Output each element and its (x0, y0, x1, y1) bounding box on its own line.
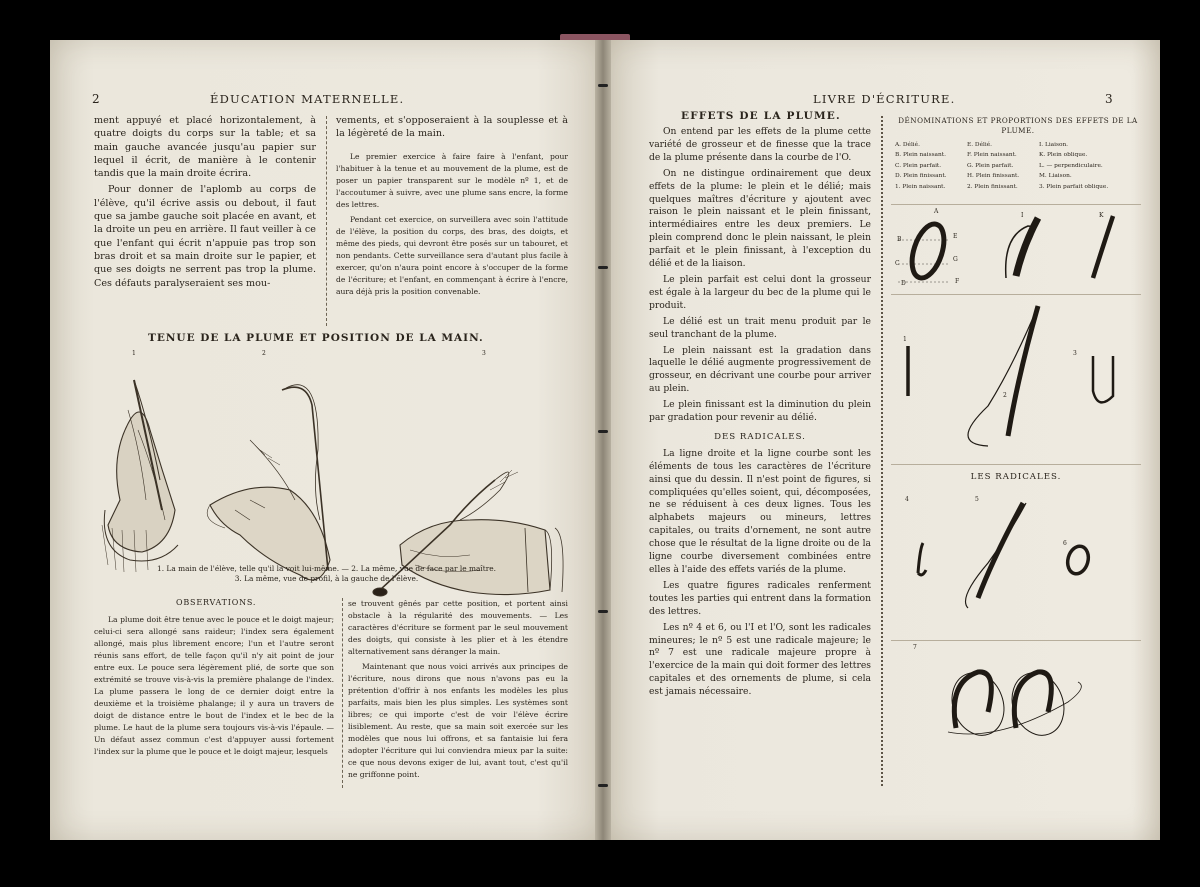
plate-label: 2 (1003, 392, 1007, 399)
binding-stitch (598, 784, 608, 787)
plate-label: C (895, 260, 900, 267)
radicales-paragraph: Les quatre figures radicales renferment toutes les parties qui entrent dans la formation des lettres. (649, 579, 871, 617)
book-spine (595, 40, 611, 840)
figure-number: 3 (482, 350, 486, 357)
table-row (895, 140, 1111, 150)
binding-stitch (598, 266, 608, 269)
effets-plate (888, 206, 1148, 296)
figure-number: 2 (262, 350, 266, 357)
plate-rule (891, 640, 1141, 641)
table-cell: E. Délié. (967, 142, 992, 148)
plate-label: 5 (975, 496, 979, 503)
table-cell: 3. Plein parfait oblique. (1039, 183, 1109, 190)
plate-label: 4 (905, 496, 909, 503)
plate-label: A (934, 208, 939, 215)
radicales-paragraph: La ligne droite et la ligne courbe sont les éléments de tous les caractères de l'écriture ainsi que du dessin. Il n'est point de figures, si compliquées qu'elles soient, qui, décomposées, ne se réduisent à ces deux lignes. Tous les alphabets majeurs ou mineurs, lettres capitales, ou traits d'ornement, ne sont autre chose que le résultat de la ligne droite ou de la ligne courbe diversement combinées entre elles à l'aide des effets variés de la plume. (649, 447, 871, 575)
radicales-figures-row (888, 296, 1148, 466)
left-page-number: 2 (92, 92, 100, 106)
table-cell: C. Plein parfait. (895, 162, 942, 169)
intro-paragraph: Pendant cet exercice, on surveillera avec soin l'attitude de l'élève, la position du corps, des bras, des doigts, et même des pieds, qui devront être posés sur un tabouret, et non pendants. Cette surveillance sera d'autant plus facile à exercer, qu'on n'aura point encore à s'occuper de la forme de l'écriture; et l'enfant, en commençant à écrire à l'encre, aura déjà pris la position convenable. (336, 214, 568, 296)
column-divider (326, 116, 327, 326)
observations-column-1 (94, 614, 334, 761)
figure-number: 1 (132, 350, 136, 357)
table-cell: L. — perpendiculaire. (1039, 162, 1103, 169)
plate-rule (891, 204, 1141, 205)
long-s-stroke (1008, 306, 1038, 436)
table-row (895, 182, 1111, 192)
radicale-5-plein (978, 503, 1023, 598)
plate-label: I (1021, 212, 1024, 219)
intro-paragraph: Le premier exercice à faire faire à l'enfant, pour l'habituer à la tenue et au mouvement de la plume, est de poser un papier transparent sur le modèle nº 1, et de l'accoutumer à suivre, avec une plume sans encre, la forme des lettres. (336, 151, 568, 209)
intro-paragraph: ment appuyé et placé horizontalement, à quatre doigts du corps sur la table; et sa main gauche avancée jusqu'au papier sur lequel il écrit, de manière à le contenir tandis que la main droite écrira. (94, 115, 316, 180)
observations-title: OBSERVATIONS. (176, 598, 257, 607)
ornament-plein (954, 672, 991, 728)
effets-paragraph: Le plein naissant est la gradation dans laquelle le délié augmente progressivement de grosseur, en décrivant une courbe pour arriver au plein. (649, 344, 871, 395)
binding-stitch (598, 430, 608, 433)
les-radicales-title: LES RADICALES. (970, 472, 1062, 482)
effets-paragraph: Le plein parfait est celui dont la grosseur est égale à la largeur du bec de la plume qui le produit. (649, 273, 871, 311)
effets-text (649, 126, 871, 702)
plate-label: 3 (1073, 350, 1077, 357)
radicales-title: DES RADICALES. (714, 431, 806, 442)
effets-paragraph: Le délié est un trait menu produit par le seul tranchant de la plume. (649, 315, 871, 340)
observations-column-2 (348, 598, 568, 784)
right-page-number: 3 (1105, 92, 1113, 106)
table-cell: K. Plein oblique. (1039, 152, 1088, 159)
ornamental-radicale (888, 642, 1148, 772)
liaison-stroke (968, 306, 1038, 446)
right-page-header: LIVRE D'ÉCRITURE. (813, 92, 956, 106)
observations-paragraph: se trouvent gênés par cette position, et portent ainsi obstacle à la régularité des mouvements. — Les caractères d'écriture se forment par le seul mouvement des doigts, qui consiste à les plier et à les étendre alternativement sans déranger la main. (348, 599, 568, 656)
plate-label: B (897, 236, 902, 243)
caption-line: 3. La même, vue de profil, à la gauche de l'élève. (234, 574, 419, 583)
table-cell: B. Plein naissant. (895, 152, 946, 159)
caption-line: 1. La main de l'élève, telle qu'il la voit lui-même. — 2. La même, vue de face par le maître. (157, 564, 496, 573)
table-cell: 1. Plein naissant. (895, 183, 946, 190)
letter-o-stroke (906, 220, 950, 282)
table-cell: D. Plein finissant. (895, 173, 947, 180)
figure-caption (90, 564, 563, 584)
right-page (603, 40, 1160, 840)
oblique-stroke (1093, 216, 1113, 278)
intro-paragraph: vements, et s'opposeraient à la souplesse et à la légèreté de la main. (336, 115, 568, 140)
open-book (50, 40, 1160, 840)
plate-label: D (901, 280, 906, 287)
effets-paragraph: On entend par les effets de la plume cette variété de grosseur et de finesse que la trace de la plume présente dans la courbe de l'O. (649, 126, 871, 163)
table-cell: G. Plein parfait. (967, 162, 1014, 169)
observations-paragraph: La plume doit être tenue avec le pouce et le doigt majeur; celui-ci sera allongé sans raideur; l'index sera également allongé, mais plus librement encore; l'un et l'autre seront réunis sans effort, de telle façon qu'il n'y ait point de jour entre eux. Le pouce sera légèrement plié, de sorte que son extrémité se trouve vis-à-vis la première phalange de l'index. La plume passera le long de ce dernier doigt entre la deuxième et la troisième phalange; il y aura un travers de doigt de distance entre le bout de l'index et le bec de la plume. Le haut de la plume sera toujours vis-à-vis l'épaule. — Un défaut assez commun c'est d'appuyer aussi fortement l'index sur la plume que le pouce et le doigt majeur, lesquels (94, 615, 334, 756)
radicale-6 (1065, 544, 1092, 576)
plate-label: E (953, 233, 958, 240)
table-cell: H. Plein finissant. (967, 173, 1020, 180)
radicales-plate (888, 488, 1148, 638)
table-row (895, 161, 1111, 171)
observations-paragraph: Maintenant que nous voici arrivés aux principes de l'écriture, nous dirons que nous n'avons pas eu la prétention d'offrir à nos enfants les modèles les plus parfaits, mais bien les plus simples. Les systèmes sont libres; ce qui importe c'est de voir l'élève écrire lisiblement. Au reste, que sa main soit exercée sur les modèles que nous lui offrons, et sa fantaisie lui fera adopter l'écriture qui lui conviendra mieux par la suite: ce que nous devons exiger de lui, avant tout, c'est qu'il ne griffonne point. (348, 662, 568, 779)
intro-column-2 (336, 114, 568, 301)
binding-stitch (598, 610, 608, 613)
table-row (895, 171, 1111, 181)
denominations-table (895, 140, 1111, 192)
radicale-4 (918, 543, 926, 575)
plate-label: 1 (903, 336, 907, 343)
plate-label: G (953, 256, 958, 263)
table-row (895, 150, 1111, 160)
left-page (50, 40, 603, 840)
table-cell: 2. Plein finissant. (967, 183, 1018, 190)
hand-figure-1 (102, 380, 178, 572)
table-cell: M. Liaison. (1039, 173, 1072, 180)
plate-label: K (1099, 212, 1104, 219)
hand-figure-2 (207, 385, 330, 580)
effets-title: EFFETS DE LA PLUME. (681, 110, 841, 122)
radicales-paragraph: Les nº 4 et 6, ou l'I et l'O, sont les radicales mineures; le nº 5 est une radicale majeure; le nº 7 est une radicale majeure propre à l'exercice de la main qui doit former des lettres capitales et des ornements de plume, si cela est jamais nécessaire. (649, 621, 871, 698)
plate-label: 7 (913, 644, 917, 651)
binding-stitch (598, 84, 608, 87)
table-title: DÉNOMINATIONS ET PROPORTIONS DES EFFETS DE LA PLUME. (898, 116, 1138, 135)
intro-paragraph: Pour donner de l'aplomb au corps de l'élève, qu'il écrive assis ou debout, il faut que sa jambe gauche soit placée en avant, et la droite un peu en arrière. Il faut veiller à ce que l'enfant qui écrit n'appuie pas trop son bras droit et sa main droite sur le papier, et que ses doigts ne serrent pas trop la plume. Ces défauts paralyseraient ses mou- (94, 184, 316, 289)
intro-column-1 (94, 114, 316, 293)
table-cell: A. Délié. (895, 142, 920, 148)
table-cell: I. Liaison. (1039, 142, 1069, 148)
left-page-header: ÉDUCATION MATERNELLE. (210, 92, 405, 106)
effets-paragraph: On ne distingue ordinairement que deux effets de la plume: le plein et le délié; mais quelques maîtres d'écriture y ajoutent avec raison le plein naissant et le plein finissant, intermédiaires entre les deux premiers. Le plein comprend donc le plein naissant, le plein parfait et le plein finissant, à l'exception du délié et de la liaison. (649, 167, 871, 270)
plate-label: F (955, 278, 960, 285)
u-stroke (1093, 356, 1113, 402)
table-cell: F. Plein naissant. (967, 152, 1017, 159)
column-divider (342, 598, 343, 788)
plate-divider (881, 116, 883, 786)
section-title: TENUE DE LA PLUME ET POSITION DE LA MAIN. (148, 332, 484, 344)
plate-label: 6 (1063, 540, 1067, 547)
effets-paragraph: Le plein finissant est la diminution du plein par gradation pour revenir au délié. (649, 399, 871, 424)
